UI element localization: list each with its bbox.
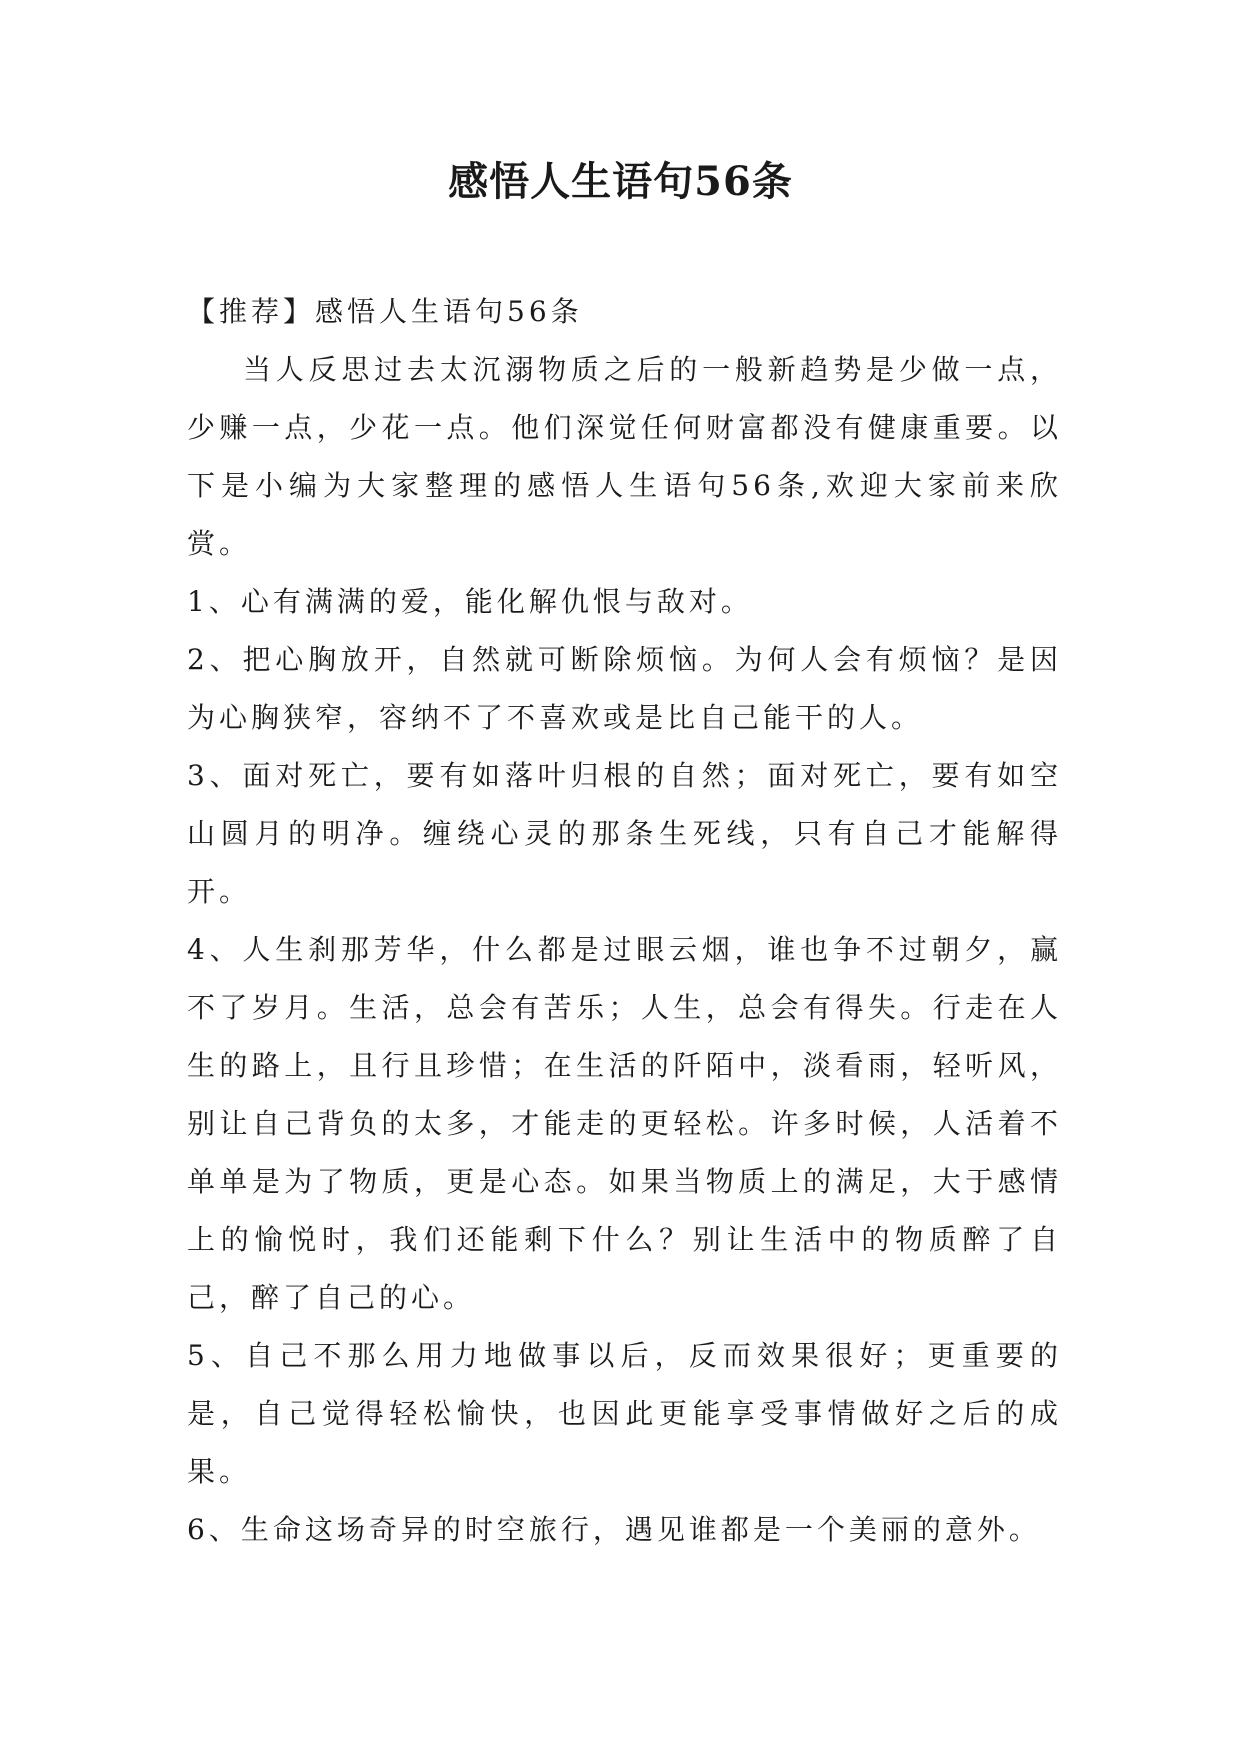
document-subtitle: 【推荐】感悟人生语句56条 (187, 295, 583, 328)
document-title: 感悟人生语句56条 (448, 158, 793, 205)
intro-paragraph: 当人反思过去太沉溺物质之后的一般新趋势是少做一点，少赚一点，少花一点。他们深觉任何财富都没有健康重要。以下是小编为大家整理的感悟人生语句56条,欢迎大家前来欣赏。 (187, 353, 1062, 560)
list-item: 5、自己不那么用力地做事以后，反而效果很好；更重要的是，自己觉得轻松愉快，也因此更能享受事情做好之后的成果。 (187, 1339, 1062, 1488)
list-item: 6、生命这场奇异的时空旅行，遇见谁都是一个美丽的意外。 (187, 1513, 1041, 1546)
list-item: 4、人生刹那芳华，什么都是过眼云烟，谁也争不过朝夕，赢不了岁月。生活，总会有苦乐；人生，总会有得失。行走在人生的路上，且行且珍惜；在生活的阡陌中，淡看雨，轻听风，别让自己背负的太多，才能走的更轻松。许多时候，人活着不单单是为了物质，更是心态。如果当物质上的满足，大于感情上的愉悦时，我们还能剩下什么？别让生活中的物质醉了自己，醉了自己的心。 (187, 933, 1062, 1314)
list-item: 3、面对死亡，要有如落叶归根的自然；面对死亡，要有如空山圆月的明净。缠绕心灵的那条生死线，只有自己才能解得开。 (187, 759, 1062, 908)
list-item: 1、心有满满的爱，能化解仇恨与敌对。 (187, 585, 753, 618)
list-item: 2、把心胸放开，自然就可断除烦恼。为何人会有烦恼？是因为心胸狭窄，容纳不了不喜欢或是比自己能干的人。 (187, 643, 1062, 734)
document-body (187, 283, 1062, 1559)
